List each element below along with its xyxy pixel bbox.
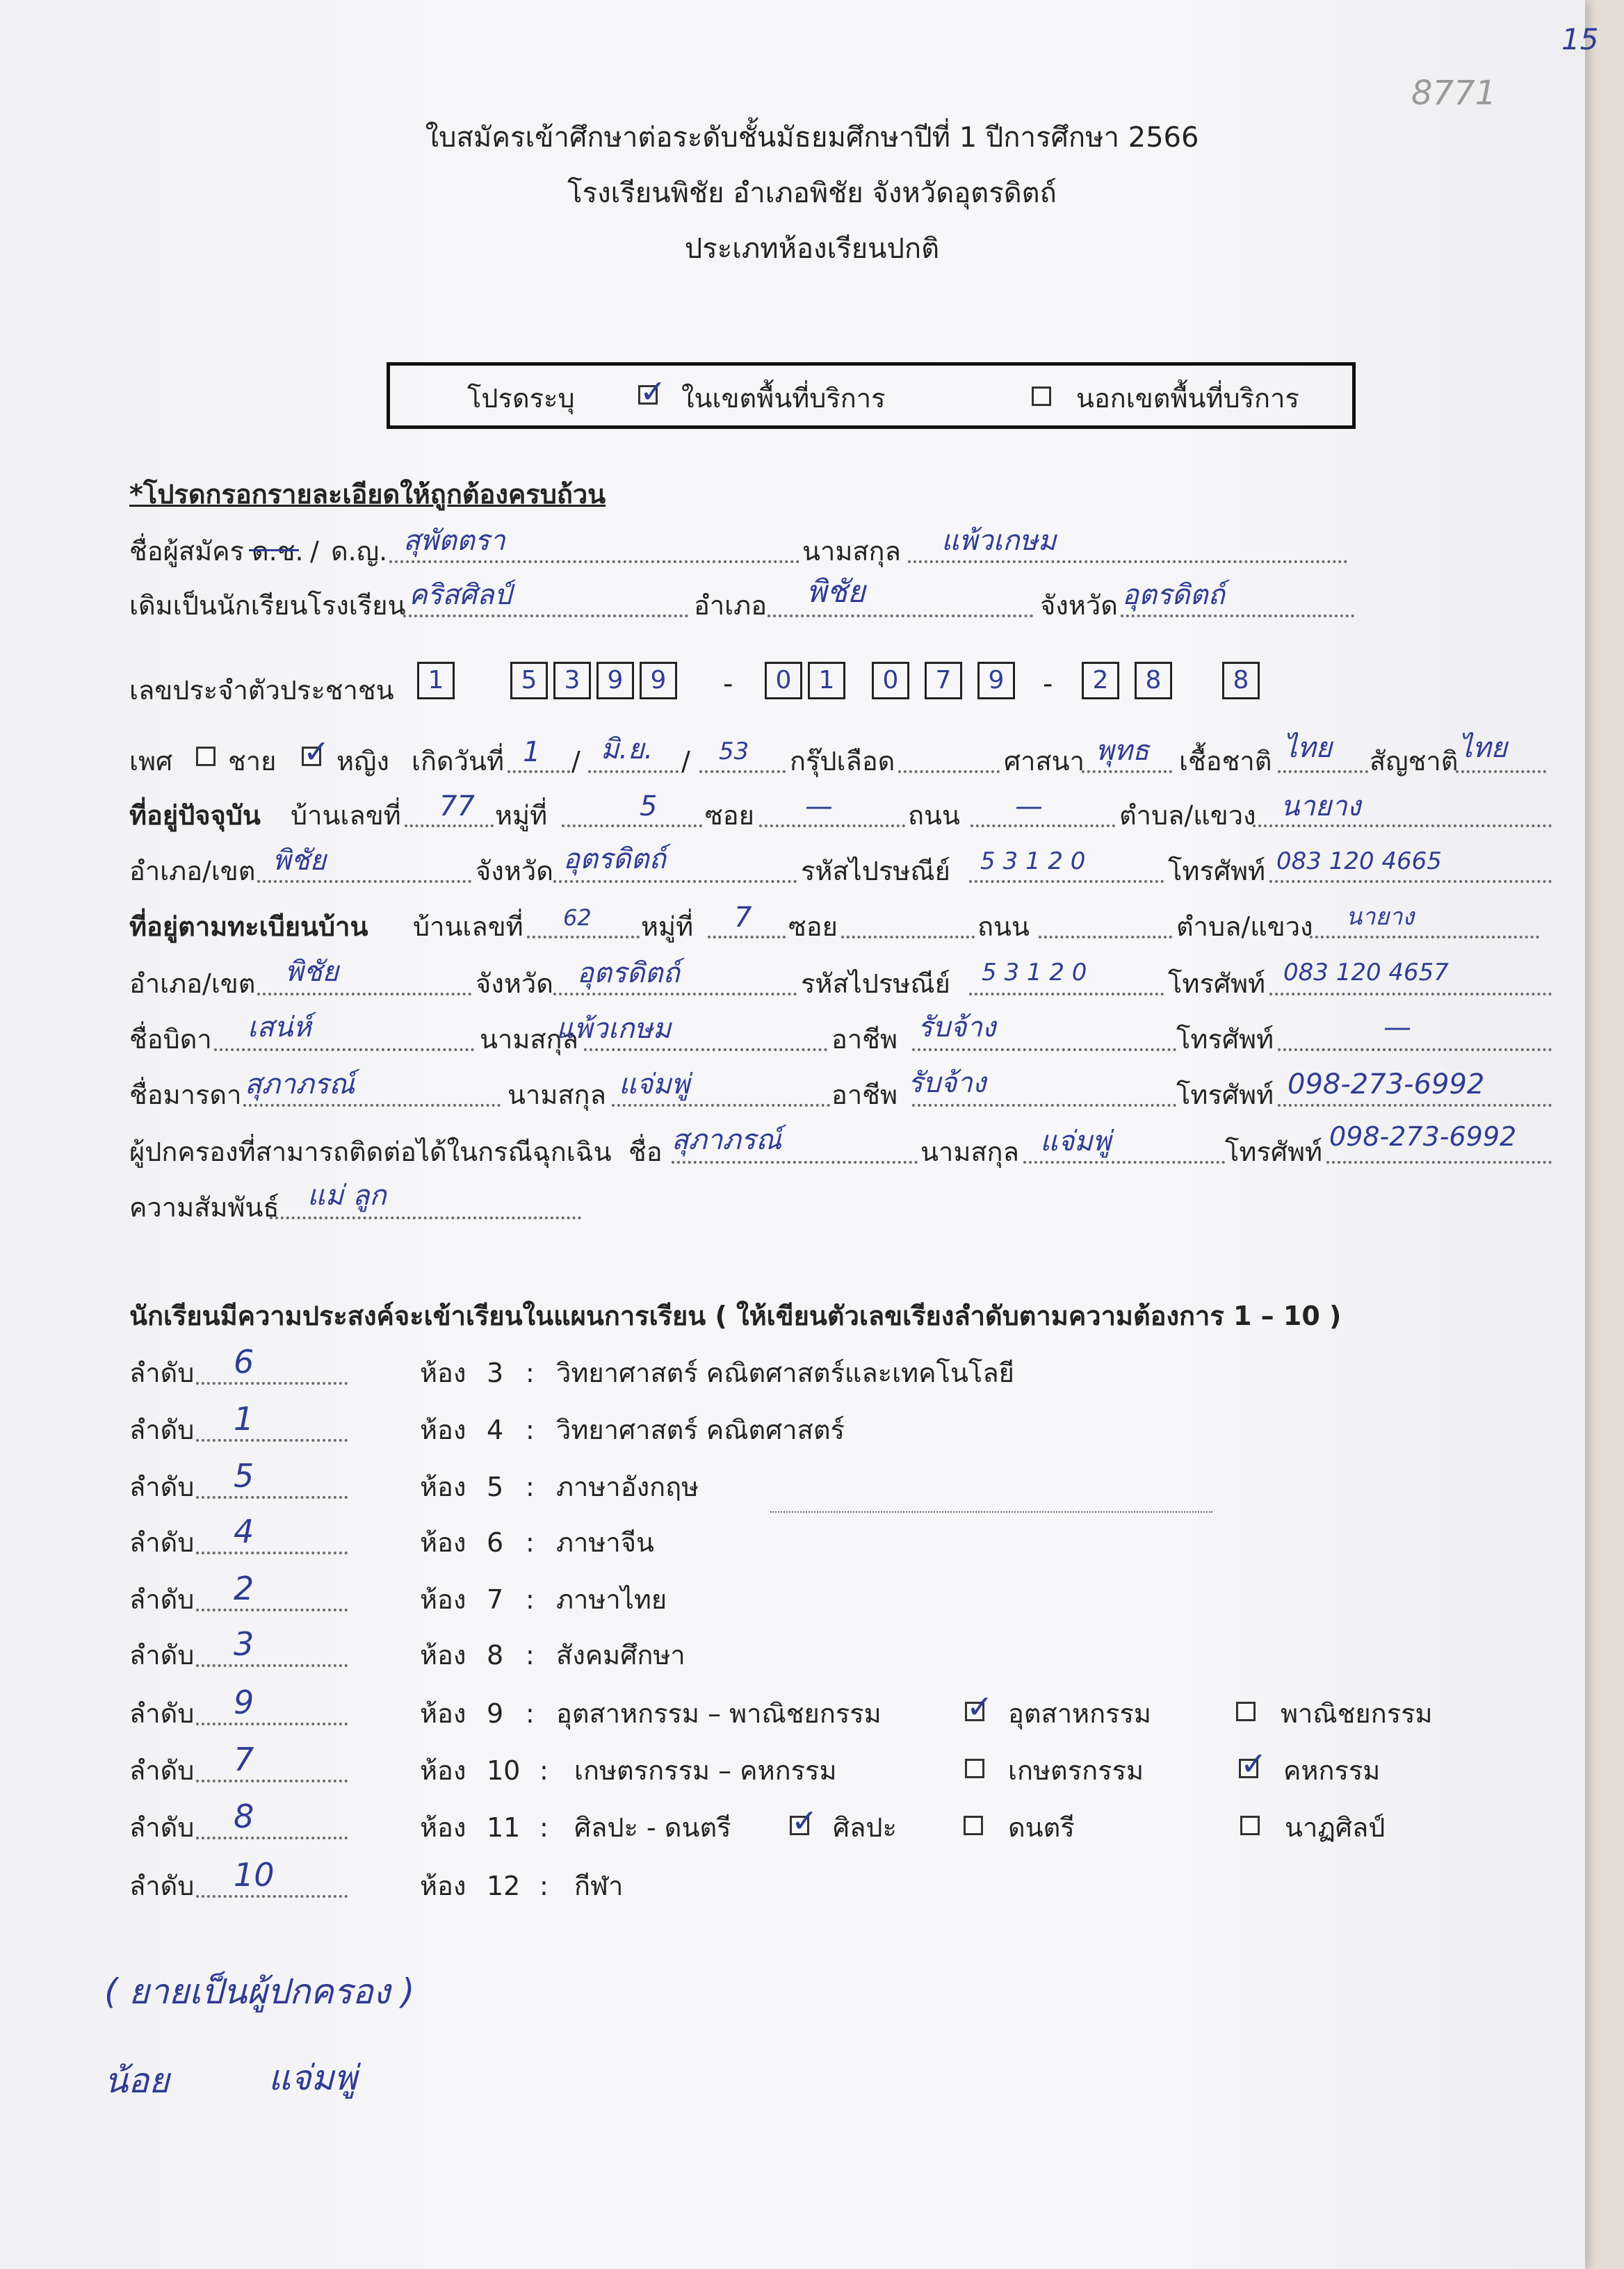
- postcode-value: 5 3 1 2 0: [980, 847, 1086, 875]
- phone-label: โทรศัพท์: [1168, 856, 1266, 886]
- province-label: จังหวัด: [476, 856, 553, 886]
- province-value: อุตรดิตถ์: [563, 843, 666, 875]
- father-job-line: [912, 1048, 1176, 1051]
- rank-label: ลำดับ: [129, 1812, 195, 1843]
- id-digit[interactable]: 9: [640, 662, 677, 699]
- phone-label: โทรศัพท์: [1168, 968, 1266, 999]
- father-surname-label: นามสกุล: [480, 1024, 578, 1055]
- mother-name-label: ชื่อมารดา: [129, 1080, 242, 1110]
- phone-value: 083 120 4665: [1276, 847, 1442, 875]
- father-phone-line: [1278, 1048, 1552, 1051]
- plan-name: กีฬา: [574, 1871, 624, 1901]
- father-name-label: ชื่อบิดา: [129, 1024, 212, 1055]
- plan-option-checkbox[interactable]: [964, 1816, 983, 1835]
- first-name-value: สุพัตตรา: [403, 525, 505, 557]
- nationality-value: ไทย: [1459, 732, 1507, 764]
- rank-line: [196, 1780, 348, 1782]
- rank-line: [196, 1439, 348, 1442]
- room-colon: :: [526, 1527, 535, 1558]
- father-name-value: เสน่ห์: [247, 1011, 311, 1043]
- plan-option-label: อุตสาหกรรม: [1008, 1698, 1151, 1729]
- prev-province-value: อุตรดิตถ์: [1122, 579, 1225, 611]
- postcode-label: รหัสไปรษณีย์: [801, 968, 950, 999]
- religion-label: ศาสนา: [1004, 746, 1085, 776]
- plan-name: เกษตรกรรม – คหกรรม: [574, 1755, 837, 1786]
- blood-type-label: กรุ๊ปเลือด: [790, 746, 895, 776]
- postcode-line: [969, 880, 1164, 883]
- race-line: [1278, 770, 1368, 773]
- prev-district-label: อำเภอ: [694, 590, 768, 621]
- plan-name: ภาษาอังกฤษ: [556, 1472, 699, 1502]
- room-colon: :: [539, 1812, 549, 1843]
- rank-label: ลำดับ: [129, 1584, 195, 1615]
- father-job-label: อาชีพ: [831, 1024, 898, 1055]
- male-checkbox[interactable]: [196, 747, 216, 766]
- surname-value: แพ้วเกษม: [941, 525, 1057, 557]
- rank-line: [196, 1837, 348, 1839]
- outside-area-label: นอกเขตพื้นที่บริการ: [1076, 383, 1299, 414]
- father-phone-value: —: [1383, 1011, 1411, 1043]
- province-value: อุตรดิตถ์: [577, 957, 680, 989]
- mother-phone-line: [1278, 1104, 1552, 1107]
- room-colon: :: [526, 1472, 535, 1502]
- plan-option-label: คหกรรม: [1283, 1755, 1381, 1786]
- soi-label: ซอย: [788, 911, 838, 942]
- plan-option-label: ศิลปะ: [833, 1812, 897, 1843]
- relationship-value: แม่ ลูก: [307, 1180, 387, 1212]
- rank-label: ลำดับ: [129, 1527, 195, 1558]
- road-value: —: [1015, 790, 1043, 822]
- plan-name: วิทยาศาสตร์ คณิตศาสตร์: [556, 1415, 845, 1445]
- surname-label: นามสกุล: [802, 536, 901, 567]
- phone-line: [1269, 993, 1552, 995]
- prev-school-line: [403, 615, 688, 617]
- rank-value: 5: [234, 1457, 254, 1495]
- room-label: ห้อง: [420, 1584, 466, 1615]
- house-no-value: 62: [563, 904, 592, 931]
- room-label: ห้อง: [420, 1358, 466, 1388]
- prev-province-label: จังหวัด: [1040, 590, 1118, 621]
- id-digit[interactable]: 1: [808, 662, 845, 699]
- father-surname-value: แพ้วเกษม: [556, 1013, 672, 1045]
- room-number: 10: [487, 1755, 521, 1786]
- mother-surname-line: [612, 1104, 830, 1107]
- prev-school-label: เดิมเป็นนักเรียนโรงเรียน: [129, 590, 406, 621]
- guardian-name-value: สุภาภรณ์: [672, 1124, 782, 1156]
- room-number: 3: [487, 1358, 504, 1388]
- guardian-phone-label: โทรศัพท์: [1225, 1137, 1323, 1167]
- soi-value: —: [805, 790, 833, 822]
- rank-line: [196, 1895, 348, 1898]
- plan-name: ภาษาจีน: [556, 1527, 655, 1558]
- guardian-label: ผู้ปกครองที่สามารถติดต่อได้ในกรณีฉุกเฉิน: [129, 1137, 612, 1167]
- mother-job-line: [912, 1104, 1176, 1107]
- district-label: อำเภอ/เขต: [129, 968, 256, 999]
- rank-value: 4: [234, 1513, 254, 1550]
- birth-year-line: [699, 770, 786, 773]
- id-digit[interactable]: 5: [510, 662, 548, 699]
- plan-option-label: พาณิชยกรรม: [1281, 1698, 1433, 1729]
- subdistrict-label: ตำบล/แขวง: [1119, 800, 1256, 831]
- female-label: หญิง: [336, 746, 389, 776]
- rank-label: ลำดับ: [129, 1415, 195, 1445]
- rank-value: 2: [234, 1570, 254, 1607]
- rank-label: ลำดับ: [129, 1698, 195, 1729]
- father-surname-line: [584, 1048, 827, 1051]
- blood-type-line: [898, 770, 1000, 773]
- room-number: 4: [487, 1415, 504, 1445]
- rank-label: ลำดับ: [129, 1871, 195, 1901]
- house-no-label: บ้านเลขที่: [291, 800, 401, 831]
- subdistrict-line: [1253, 824, 1552, 827]
- blank-line: [770, 1511, 1212, 1513]
- form-title: ใบสมัครเข้าศึกษาต่อระดับชั้นมัธยมศึกษาปีที่ 1 ปีการศึกษา 2566: [425, 122, 1199, 154]
- subdistrict-value: นายาง: [1346, 903, 1414, 931]
- room-number: 9: [487, 1698, 504, 1729]
- plan-name: อุตสาหกรรม – พาณิชยกรรม: [556, 1698, 882, 1729]
- guardian-surname-line: [1023, 1161, 1225, 1164]
- district-value: พิชัย: [273, 845, 326, 877]
- rank-label: ลำดับ: [129, 1755, 195, 1786]
- birth-day-line: [508, 770, 570, 773]
- room-label: ห้อง: [420, 1527, 466, 1558]
- male-label: ชาย: [228, 746, 277, 776]
- inside-area-label: ในเขตพื้นที่บริการ: [681, 383, 886, 414]
- rank-line: [196, 1552, 348, 1554]
- room-colon: :: [526, 1640, 535, 1670]
- rank-line: [196, 1496, 348, 1499]
- mother-job-value: รับจ้าง: [908, 1067, 986, 1099]
- district-value: พิชัย: [285, 956, 339, 988]
- room-label: ห้อง: [420, 1415, 466, 1445]
- mother-job-label: อาชีพ: [831, 1080, 898, 1110]
- guardian-surname-value: แจ่มพู่: [1040, 1125, 1111, 1157]
- room-label: ห้อง: [420, 1698, 466, 1729]
- room-number: 7: [487, 1584, 504, 1615]
- room-number: 11: [487, 1812, 521, 1843]
- guardian-name-line: [672, 1161, 918, 1164]
- father-name-line: [214, 1048, 474, 1051]
- sex-label: เพศ: [129, 746, 173, 776]
- id-separator: -: [1043, 668, 1053, 700]
- document-code: 8771: [1411, 74, 1497, 113]
- rank-label: ลำดับ: [129, 1358, 195, 1388]
- religion-value: พุทธ: [1096, 735, 1150, 767]
- checkmark-icon: ✓: [966, 1688, 993, 1725]
- handwritten-note-surname: แจ่มพู่: [268, 2058, 357, 2098]
- subdistrict-value: นายาง: [1281, 790, 1361, 822]
- rank-value: 7: [234, 1741, 254, 1778]
- postcode-label: รหัสไปรษณีย์: [801, 856, 950, 886]
- subdistrict-label: ตำบล/แขวง: [1176, 911, 1313, 942]
- rank-value: 3: [234, 1625, 254, 1663]
- outside-area-checkbox[interactable]: [1032, 387, 1051, 406]
- date-separator: /: [681, 746, 690, 776]
- relationship-line: [270, 1217, 581, 1219]
- mother-surname-label: นามสกุล: [508, 1080, 606, 1110]
- checkmark-icon: ✓: [1240, 1745, 1267, 1782]
- handwritten-note-name: น้อย: [104, 2060, 170, 2101]
- phone-value: 083 120 4657: [1283, 959, 1449, 986]
- room-colon: :: [539, 1871, 549, 1901]
- title-separator: /: [310, 536, 319, 567]
- road-line: [971, 824, 1115, 827]
- rank-value: 8: [234, 1798, 254, 1835]
- father-phone-label: โทรศัพท์: [1176, 1024, 1274, 1055]
- moo-line: [562, 824, 702, 827]
- plan-name: วิทยาศาสตร์ คณิตศาสตร์และเทคโนโลยี: [556, 1358, 1014, 1388]
- soi-label: ซอย: [705, 800, 754, 831]
- road-line: [1039, 936, 1172, 938]
- title-girl: ด.ญ.: [331, 536, 388, 567]
- room-colon: :: [526, 1415, 535, 1445]
- plan-option-label: ดนตรี: [1008, 1812, 1075, 1843]
- postcode-value: 5 3 1 2 0: [982, 959, 1087, 986]
- rank-value: 1: [234, 1400, 254, 1438]
- applicant-name-label: ชื่อผู้สมัคร: [129, 536, 244, 567]
- room-number: 12: [487, 1871, 521, 1901]
- house-no-line: [527, 936, 640, 938]
- id-digit[interactable]: 9: [596, 662, 634, 699]
- date-separator: /: [571, 746, 580, 776]
- id-digit[interactable]: 2: [1082, 662, 1119, 699]
- instruction-text: *โปรดกรอกรายละเอียดให้ถูกต้องครบถ้วน: [129, 479, 606, 510]
- moo-label: หมู่ที่: [495, 800, 548, 831]
- district-line: [257, 880, 471, 883]
- district-line: [257, 993, 471, 995]
- checkmark-icon: ✓: [791, 1802, 818, 1839]
- guardian-name-label: ชื่อ: [628, 1137, 663, 1167]
- room-number: 6: [487, 1527, 504, 1558]
- birth-month-value: มิ.ย.: [601, 733, 653, 765]
- moo-value: 7: [734, 902, 752, 934]
- plan-option-checkbox[interactable]: [965, 1759, 984, 1778]
- room-label: ห้อง: [420, 1871, 466, 1901]
- prev-district-value: พิชัย: [806, 574, 866, 610]
- rank-value: 6: [234, 1343, 254, 1381]
- prev-district-line: [768, 615, 1033, 617]
- prev-school-value: คริสศิลป์: [409, 579, 512, 611]
- rank-line: [196, 1664, 348, 1667]
- classroom-type: ประเภทห้องเรียนปกติ: [684, 233, 940, 265]
- room-colon: :: [526, 1698, 535, 1729]
- moo-label: หมู่ที่: [641, 911, 694, 942]
- nationality-label: สัญชาติ: [1370, 746, 1459, 776]
- nationality-line: [1456, 770, 1546, 773]
- mother-name-line: [243, 1104, 501, 1107]
- house-no-label: บ้านเลขที่: [413, 911, 523, 942]
- id-digit[interactable]: 3: [553, 662, 591, 699]
- current-address-title: ที่อยู่ปัจจุบัน: [129, 800, 261, 831]
- guardian-surname-label: นามสกุล: [920, 1137, 1019, 1167]
- title-strikeout: [249, 549, 299, 551]
- rank-value: 9: [234, 1684, 254, 1721]
- study-plan-title: นักเรียนมีความประสงค์จะเข้าเรียนในแผนการเรียน ( ให้เขียนตัวเลขเรียงลำดับตามความต้องการ 1 – 10 ): [129, 1301, 1342, 1331]
- checkmark-icon: ✓: [303, 733, 330, 770]
- id-digit[interactable]: 7: [925, 662, 962, 699]
- moo-value: 5: [640, 790, 658, 822]
- room-number: 8: [487, 1640, 504, 1670]
- school-name: โรงเรียนพิชัย อำเภอพิชัย จังหวัดอุตรดิตถ์: [567, 177, 1057, 209]
- surname-line: [908, 560, 1347, 563]
- road-label: ถนน: [908, 800, 960, 831]
- plan-name: สังคมศึกษา: [556, 1640, 685, 1670]
- soi-line: [759, 824, 905, 827]
- room-label: ห้อง: [420, 1472, 466, 1502]
- province-line: [553, 880, 797, 883]
- room-label: ห้อง: [420, 1755, 466, 1786]
- race-value: ไทย: [1283, 732, 1332, 764]
- mother-phone-value: 098-273-6992: [1288, 1068, 1485, 1100]
- service-area-prompt: โปรดระบุ: [467, 383, 575, 414]
- room-colon: :: [526, 1358, 535, 1388]
- prev-province-line: [1121, 615, 1354, 617]
- house-no-value: 77: [439, 790, 475, 822]
- title-boy: ด.ช.: [252, 536, 304, 567]
- room-number: 5: [487, 1472, 504, 1502]
- phone-line: [1269, 880, 1552, 883]
- room-label: ห้อง: [420, 1640, 466, 1670]
- rank-line: [196, 1609, 348, 1611]
- national-id-label: เลขประจำตัวประชาชน: [129, 675, 394, 706]
- handwritten-note: ( ยายเป็นผู้ปกครอง ): [104, 1971, 415, 2012]
- plan-name: ภาษาไทย: [556, 1584, 667, 1615]
- registered-address-title: ที่อยู่ตามทะเบียนบ้าน: [129, 911, 368, 942]
- guardian-phone-line: [1326, 1161, 1552, 1164]
- moo-line: [708, 936, 786, 938]
- plan-name: ศิลปะ - ดนตรี: [574, 1812, 731, 1843]
- house-no-line: [405, 824, 494, 827]
- plan-option-label: นาฏศิลป์: [1285, 1812, 1386, 1843]
- page-number: 15: [1561, 22, 1599, 56]
- plan-option-checkbox[interactable]: [1236, 1702, 1256, 1721]
- district-label: อำเภอ/เขต: [129, 856, 256, 886]
- id-digit[interactable]: 8: [1222, 662, 1260, 699]
- id-digit[interactable]: 0: [872, 662, 909, 699]
- guardian-phone-value: 098-273-6992: [1329, 1121, 1517, 1152]
- mother-name-value: สุภาภรณ์: [245, 1068, 355, 1100]
- road-label: ถนน: [977, 911, 1030, 942]
- province-line: [553, 993, 797, 995]
- birth-date-label: เกิดวันที่: [412, 746, 505, 776]
- id-digit[interactable]: 0: [765, 662, 802, 699]
- checkmark-icon: ✓: [640, 373, 667, 410]
- mother-surname-value: แจ่มพู่: [619, 1068, 690, 1100]
- first-name-line: [389, 560, 799, 563]
- mother-phone-label: โทรศัพท์: [1176, 1080, 1274, 1110]
- id-digit[interactable]: 9: [977, 662, 1015, 699]
- subdistrict-line: [1310, 936, 1539, 938]
- religion-line: [1082, 770, 1172, 773]
- id-separator: -: [723, 668, 733, 700]
- room-colon: :: [539, 1755, 549, 1786]
- rank-label: ลำดับ: [129, 1640, 195, 1670]
- race-label: เชื้อชาติ: [1179, 746, 1272, 776]
- relationship-label: ความสัมพันธ์: [129, 1192, 279, 1223]
- rank-line: [196, 1382, 348, 1385]
- id-digit[interactable]: 8: [1135, 662, 1172, 699]
- rank-label: ลำดับ: [129, 1472, 195, 1502]
- plan-option-label: เกษตรกรรม: [1008, 1755, 1144, 1786]
- plan-option-checkbox[interactable]: [1240, 1816, 1260, 1835]
- rank-line: [196, 1723, 348, 1725]
- room-colon: :: [526, 1584, 535, 1615]
- birth-year-value: 53: [719, 738, 749, 765]
- id-digit[interactable]: 1: [417, 662, 455, 699]
- father-job-value: รับจ้าง: [918, 1011, 996, 1043]
- birth-month-line: [588, 770, 679, 773]
- room-label: ห้อง: [420, 1812, 466, 1843]
- rank-value: 10: [234, 1856, 275, 1894]
- birth-day-value: 1: [523, 736, 541, 768]
- postcode-line: [969, 993, 1164, 995]
- soi-line: [841, 936, 975, 938]
- province-label: จังหวัด: [476, 968, 553, 999]
